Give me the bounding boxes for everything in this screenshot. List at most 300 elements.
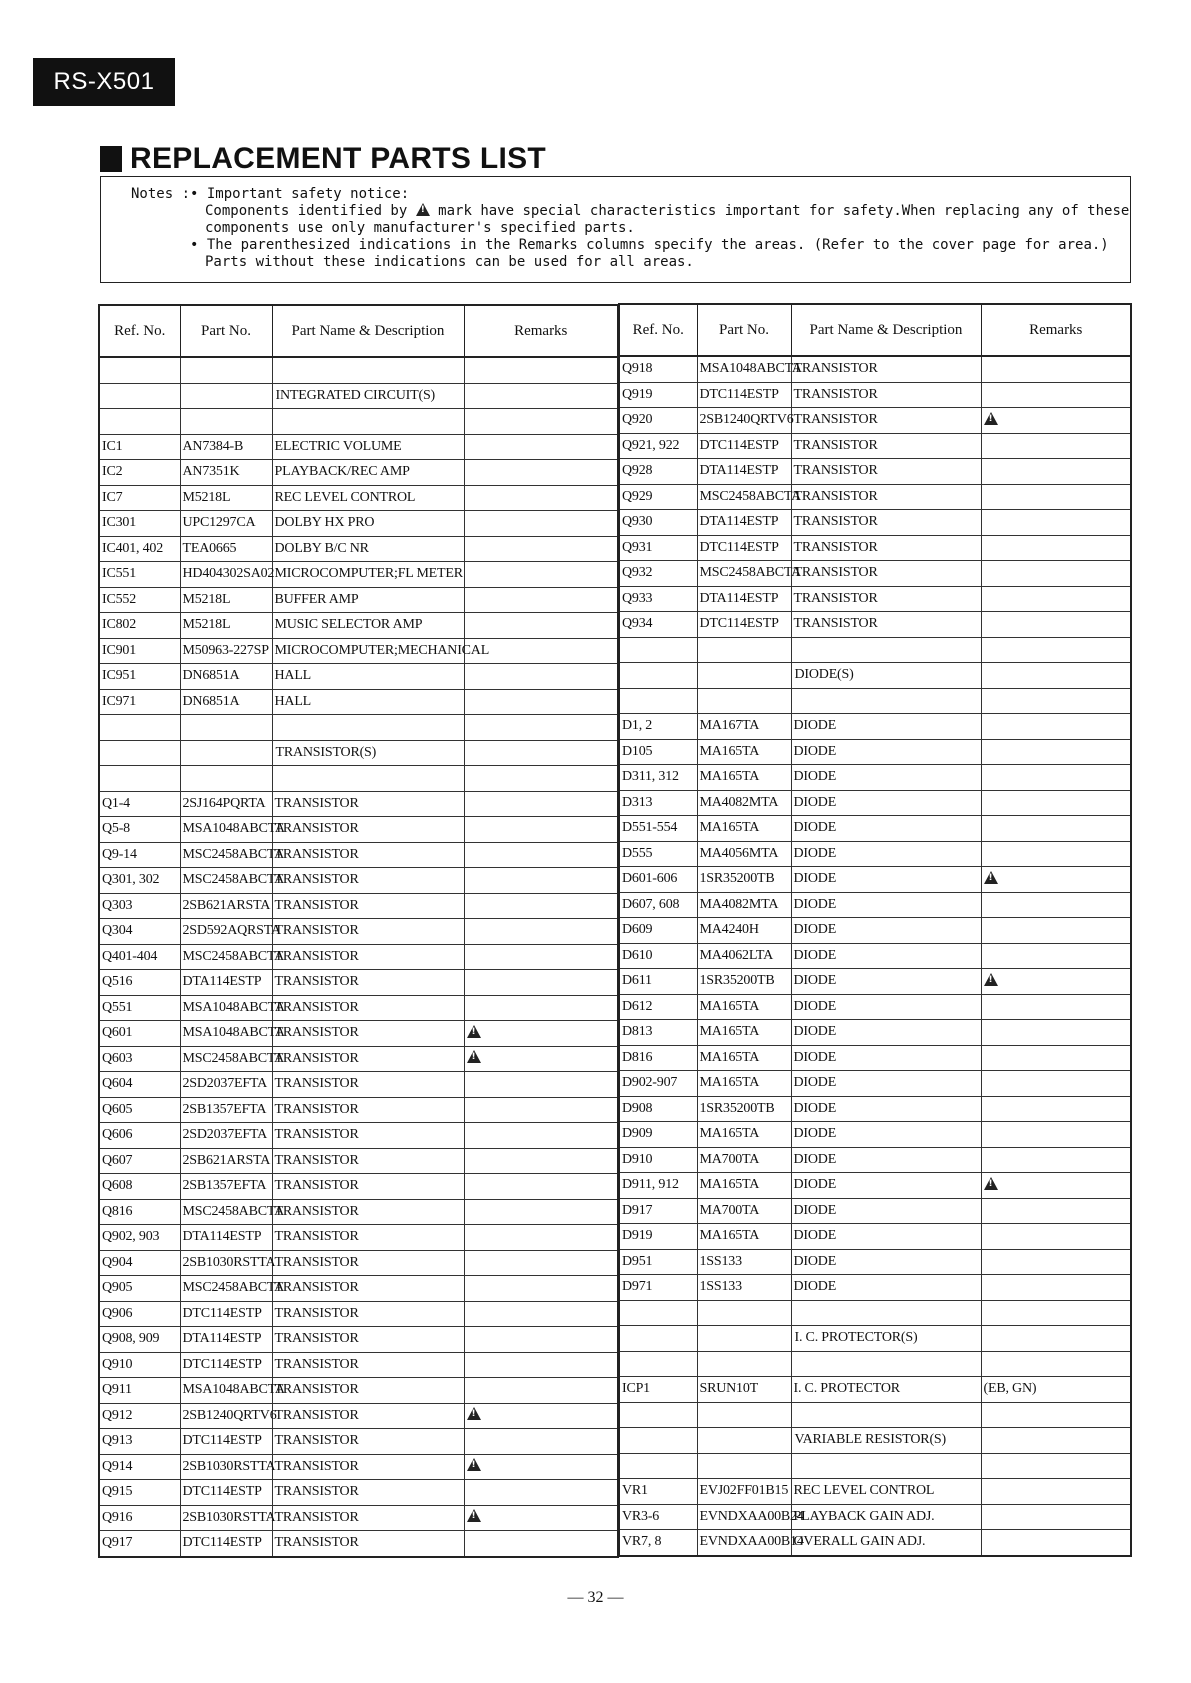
table-row — [99, 1327, 618, 1353]
parts-table-left — [98, 304, 619, 1558]
part-no-cell: HD404302SA02 — [180, 562, 272, 588]
part-no-cell: DTC114ESTP — [697, 382, 791, 408]
ref-no-cell: Q304 — [99, 919, 180, 945]
header-ref-no: Ref. No. — [619, 304, 697, 356]
part-name-cell: TRANSISTOR — [791, 561, 981, 587]
part-name-cell: DIODE — [791, 867, 981, 893]
part-no-cell: DTC114ESTP — [180, 1429, 272, 1455]
table-row — [619, 408, 1131, 434]
table-row — [99, 1225, 618, 1251]
remarks-cell — [464, 1097, 618, 1123]
part-name-cell: TRANSISTOR — [791, 459, 981, 485]
ref-no-cell: Q303 — [99, 893, 180, 919]
title-square-icon — [100, 146, 122, 172]
remarks-cell — [981, 1479, 1131, 1505]
remarks-cell — [981, 1122, 1131, 1148]
part-name-cell: TRANSISTOR — [272, 1480, 464, 1506]
part-no-cell: 2SB1030RSTTA — [180, 1250, 272, 1276]
part-name-cell: TRANSISTOR — [272, 1429, 464, 1455]
remarks-cell — [464, 1429, 618, 1455]
remarks-cell — [981, 841, 1131, 867]
part-name-cell: DIODE — [791, 1275, 981, 1301]
part-name-cell: TRANSISTOR — [272, 1097, 464, 1123]
part-no-cell: DTC114ESTP — [180, 1301, 272, 1327]
ref-no-cell: Q551 — [99, 995, 180, 1021]
table-row — [99, 1072, 618, 1098]
part-no-cell: DTC114ESTP — [180, 1352, 272, 1378]
table-row — [619, 1530, 1131, 1556]
page-title-text: REPLACEMENT PARTS LIST — [130, 142, 547, 175]
remarks-cell — [464, 485, 618, 511]
part-no-cell: 2SB621ARSTA — [180, 1148, 272, 1174]
remarks-cell — [981, 586, 1131, 612]
part-no-cell: EVJ02FF01B15 — [697, 1479, 791, 1505]
table-row — [99, 511, 618, 537]
notice-bullet-1-line-2 — [205, 203, 1129, 220]
ref-no-cell: Q934 — [619, 612, 697, 638]
part-no-cell: DN6851A — [180, 689, 272, 715]
part-no-cell: EVNDXAA00B24 — [697, 1504, 791, 1530]
table-row — [99, 434, 618, 460]
ref-no-cell: Q930 — [619, 510, 697, 536]
table-row — [99, 562, 618, 588]
table-row — [99, 613, 618, 639]
part-name-cell: DIODE — [791, 1045, 981, 1071]
table-row — [99, 944, 618, 970]
ref-no-cell: D917 — [619, 1198, 697, 1224]
table-row — [619, 382, 1131, 408]
ref-no-cell: IC971 — [99, 689, 180, 715]
part-name-cell: TRANSISTOR — [272, 1327, 464, 1353]
ref-no-cell: Q920 — [619, 408, 697, 434]
part-no-cell: MA165TA — [697, 1071, 791, 1097]
part-name-cell: DIODE — [791, 765, 981, 791]
remarks-cell — [981, 765, 1131, 791]
part-no-cell — [697, 1402, 791, 1428]
remarks-cell — [981, 1275, 1131, 1301]
remarks-cell — [464, 689, 618, 715]
table-row — [619, 1351, 1131, 1377]
ref-no-cell: Q9-14 — [99, 842, 180, 868]
part-no-cell: MA165TA — [697, 816, 791, 842]
part-no-cell: SRUN10T — [697, 1377, 791, 1403]
remarks-cell — [464, 1250, 618, 1276]
remarks-cell — [981, 1453, 1131, 1479]
part-no-cell: MA700TA — [697, 1198, 791, 1224]
remarks-cell — [981, 1300, 1131, 1326]
part-name-cell: TRANSISTOR — [272, 1199, 464, 1225]
part-no-cell — [697, 1428, 791, 1454]
table-row — [619, 790, 1131, 816]
ref-no-cell: IC1 — [99, 434, 180, 460]
remarks-cell — [464, 817, 618, 843]
part-name-cell: TRANSISTOR(S) — [272, 740, 464, 766]
ref-no-cell: D601-606 — [619, 867, 697, 893]
ref-no-cell: Q5-8 — [99, 817, 180, 843]
part-no-cell: 1SS133 — [697, 1249, 791, 1275]
ref-no-cell: Q913 — [99, 1429, 180, 1455]
part-no-cell: MSA1048ABCTA — [180, 817, 272, 843]
table-row — [99, 1480, 618, 1506]
remarks-cell — [464, 919, 618, 945]
part-name-cell: TRANSISTOR — [272, 1378, 464, 1404]
part-no-cell: MSC2458ABCTA — [180, 944, 272, 970]
part-no-cell: 2SB1030RSTTA — [180, 1505, 272, 1531]
part-no-cell: DTA114ESTP — [180, 1225, 272, 1251]
safety-warning-icon — [984, 973, 998, 986]
ref-no-cell: D555 — [619, 841, 697, 867]
part-name-cell: TRANSISTOR — [272, 791, 464, 817]
ref-no-cell: Q516 — [99, 970, 180, 996]
part-no-cell: DTA114ESTP — [180, 970, 272, 996]
remarks-cell — [981, 688, 1131, 714]
part-no-cell — [697, 688, 791, 714]
part-name-cell: DIODE — [791, 892, 981, 918]
remarks-cell — [981, 510, 1131, 536]
ref-no-cell — [619, 1428, 697, 1454]
table-row — [619, 1147, 1131, 1173]
table-row — [619, 1428, 1131, 1454]
ref-no-cell: VR1 — [619, 1479, 697, 1505]
remarks-cell — [981, 892, 1131, 918]
header-part-name: Part Name & Description — [272, 305, 464, 357]
part-name-cell: HALL — [272, 689, 464, 715]
part-name-cell: TRANSISTOR — [791, 535, 981, 561]
table-row — [619, 739, 1131, 765]
part-no-cell: 2SD2037EFTA — [180, 1123, 272, 1149]
remarks-cell — [464, 715, 618, 741]
part-no-cell — [697, 1300, 791, 1326]
table-row — [619, 918, 1131, 944]
ref-no-cell: Q929 — [619, 484, 697, 510]
remarks-cell: (EB, GN) — [981, 1377, 1131, 1403]
part-no-cell: MA700TA — [697, 1147, 791, 1173]
part-no-cell: MSC2458ABCTA — [180, 1046, 272, 1072]
header-remarks: Remarks — [464, 305, 618, 357]
part-no-cell — [697, 663, 791, 689]
table-row — [619, 816, 1131, 842]
ref-no-cell — [619, 1453, 697, 1479]
remarks-cell — [464, 766, 618, 792]
table-row — [99, 1174, 618, 1200]
table-row — [99, 766, 618, 792]
header-part-no: Part No. — [180, 305, 272, 357]
table-row — [619, 943, 1131, 969]
part-no-cell: M5218L — [180, 613, 272, 639]
table-row — [619, 892, 1131, 918]
part-no-cell — [180, 740, 272, 766]
part-no-cell: MSC2458ABCTA — [180, 1199, 272, 1225]
notice-bullet-2-line-1: • The parenthesized indications in the Remarks columns specify the areas. (Refer to the cover page for area.) — [190, 237, 1109, 253]
part-name-cell: TRANSISTOR — [272, 817, 464, 843]
part-no-cell: 2SB1030RSTTA — [180, 1454, 272, 1480]
part-no-cell: 2SB1240QRTV6 — [697, 408, 791, 434]
part-name-cell — [272, 766, 464, 792]
part-name-cell: REC LEVEL CONTROL — [791, 1479, 981, 1505]
table-row — [99, 842, 618, 868]
ref-no-cell: D607, 608 — [619, 892, 697, 918]
notice-bullet-1-title: • Important safety notice: — [190, 186, 410, 202]
table-row — [619, 1377, 1131, 1403]
remarks-cell — [464, 1276, 618, 1302]
part-no-cell — [697, 1326, 791, 1352]
remarks-cell — [464, 1352, 618, 1378]
part-no-cell: DTA114ESTP — [697, 459, 791, 485]
table-row — [99, 1403, 618, 1429]
ref-no-cell: D813 — [619, 1020, 697, 1046]
table-row — [619, 1300, 1131, 1326]
ref-no-cell: IC7 — [99, 485, 180, 511]
ref-no-cell: Q605 — [99, 1097, 180, 1123]
ref-no-cell: Q915 — [99, 1480, 180, 1506]
notice-bullet-2-line-2: Parts without these indications can be used for all areas. — [205, 254, 694, 270]
remarks-cell — [981, 382, 1131, 408]
part-name-cell: MICROCOMPUTER;MECHANICAL — [272, 638, 464, 664]
header-ref-no: Ref. No. — [99, 305, 180, 357]
ref-no-cell: Q910 — [99, 1352, 180, 1378]
part-no-cell: 2SB621ARSTA — [180, 893, 272, 919]
remarks-cell — [464, 740, 618, 766]
ref-no-cell: Q919 — [619, 382, 697, 408]
table-row — [99, 1199, 618, 1225]
table-row — [619, 1326, 1131, 1352]
part-no-cell: M50963-227SP — [180, 638, 272, 664]
ref-no-cell: D816 — [619, 1045, 697, 1071]
table-row — [99, 919, 618, 945]
table-row — [619, 688, 1131, 714]
ref-no-cell: Q914 — [99, 1454, 180, 1480]
remarks-cell — [464, 357, 618, 383]
part-no-cell: MA165TA — [697, 765, 791, 791]
part-name-cell: TRANSISTOR — [791, 356, 981, 382]
table-row — [619, 969, 1131, 995]
remarks-cell — [464, 1301, 618, 1327]
remarks-cell — [464, 587, 618, 613]
part-name-cell: DIODE — [791, 1249, 981, 1275]
part-name-cell: DIODE(S) — [791, 663, 981, 689]
part-name-cell: TRANSISTOR — [791, 510, 981, 536]
part-no-cell — [697, 1351, 791, 1377]
remarks-cell — [464, 842, 618, 868]
remarks-cell — [464, 1046, 618, 1072]
table-row — [99, 1250, 618, 1276]
table-row — [99, 1301, 618, 1327]
safety-warning-icon — [467, 1509, 481, 1522]
ref-no-cell: Q911 — [99, 1378, 180, 1404]
remarks-cell — [981, 1045, 1131, 1071]
ref-no-cell — [619, 688, 697, 714]
ref-no-cell: Q603 — [99, 1046, 180, 1072]
part-name-cell: TRANSISTOR — [272, 1276, 464, 1302]
ref-no-cell: Q607 — [99, 1148, 180, 1174]
table-row — [619, 663, 1131, 689]
ref-no-cell — [619, 637, 697, 663]
ref-no-cell — [99, 766, 180, 792]
remarks-cell — [981, 612, 1131, 638]
safety-warning-icon — [984, 412, 998, 425]
part-no-cell: 2SB1357EFTA — [180, 1174, 272, 1200]
part-name-cell: DIODE — [791, 1224, 981, 1250]
table-row — [619, 612, 1131, 638]
part-name-cell: DIODE — [791, 1173, 981, 1199]
part-name-cell: TRANSISTOR — [272, 1454, 464, 1480]
part-no-cell: 2SB1240QRTV6 — [180, 1403, 272, 1429]
remarks-cell — [464, 1505, 618, 1531]
remarks-cell — [981, 637, 1131, 663]
table-row — [619, 1173, 1131, 1199]
remarks-cell — [464, 536, 618, 562]
part-name-cell: DOLBY HX PRO — [272, 511, 464, 537]
part-no-cell: M5218L — [180, 587, 272, 613]
remarks-cell — [981, 1351, 1131, 1377]
part-name-cell — [272, 357, 464, 383]
ref-no-cell: Q918 — [619, 356, 697, 382]
ref-no-cell: Q908, 909 — [99, 1327, 180, 1353]
remarks-cell — [981, 969, 1131, 995]
ref-no-cell: Q904 — [99, 1250, 180, 1276]
page-number: — 32 — — [567, 1589, 624, 1606]
ref-no-cell: D611 — [619, 969, 697, 995]
table-row — [99, 970, 618, 996]
table-row — [99, 893, 618, 919]
ref-no-cell: D1, 2 — [619, 714, 697, 740]
ref-no-cell: Q816 — [99, 1199, 180, 1225]
table-row — [99, 1505, 618, 1531]
part-name-cell: TRANSISTOR — [272, 1021, 464, 1047]
model-label: RS-X501 — [33, 58, 175, 106]
part-no-cell: MA165TA — [697, 1020, 791, 1046]
part-name-cell: TRANSISTOR — [272, 842, 464, 868]
part-no-cell: MA165TA — [697, 1045, 791, 1071]
remarks-cell — [464, 409, 618, 435]
ref-no-cell: Q301, 302 — [99, 868, 180, 894]
table-row — [619, 1020, 1131, 1046]
ref-no-cell: Q912 — [99, 1403, 180, 1429]
remarks-cell — [464, 460, 618, 486]
ref-no-cell: Q917 — [99, 1531, 180, 1557]
table-row — [99, 1429, 618, 1455]
part-no-cell: DTC114ESTP — [180, 1480, 272, 1506]
part-no-cell: MSC2458ABCTA — [180, 868, 272, 894]
remarks-cell — [464, 1480, 618, 1506]
remarks-cell — [464, 868, 618, 894]
table-row — [619, 433, 1131, 459]
ref-no-cell: IC901 — [99, 638, 180, 664]
part-name-cell: DIODE — [791, 714, 981, 740]
part-no-cell: DN6851A — [180, 664, 272, 690]
table-row — [99, 715, 618, 741]
part-no-cell — [180, 357, 272, 383]
part-no-cell: MSC2458ABCTA — [180, 1276, 272, 1302]
table-row — [99, 409, 618, 435]
part-no-cell — [180, 383, 272, 409]
safety-notice-box — [100, 176, 1131, 283]
ref-no-cell: Q933 — [619, 586, 697, 612]
part-name-cell — [272, 715, 464, 741]
remarks-cell — [464, 1225, 618, 1251]
part-name-cell: DIODE — [791, 969, 981, 995]
remarks-cell — [464, 1327, 618, 1353]
table-row — [99, 868, 618, 894]
part-no-cell: MA165TA — [697, 1122, 791, 1148]
part-no-cell: DTA114ESTP — [697, 586, 791, 612]
part-name-cell: OVERALL GAIN ADJ. — [791, 1530, 981, 1556]
ref-no-cell: Q921, 922 — [619, 433, 697, 459]
part-name-cell — [791, 1402, 981, 1428]
ref-no-cell: D311, 312 — [619, 765, 697, 791]
part-no-cell: MSC2458ABCTA — [697, 484, 791, 510]
part-no-cell: DTC114ESTP — [697, 433, 791, 459]
remarks-cell — [981, 1020, 1131, 1046]
part-name-cell — [791, 688, 981, 714]
part-name-cell: DIODE — [791, 943, 981, 969]
remarks-cell — [981, 1198, 1131, 1224]
table-row — [99, 1531, 618, 1557]
table-row — [619, 1224, 1131, 1250]
remarks-cell — [464, 1021, 618, 1047]
table-row — [99, 1097, 618, 1123]
table-row — [619, 1275, 1131, 1301]
part-no-cell: MA4082MTA — [697, 790, 791, 816]
part-no-cell: MA4062LTA — [697, 943, 791, 969]
remarks-cell — [464, 562, 618, 588]
remarks-cell — [464, 995, 618, 1021]
part-no-cell: AN7384-B — [180, 434, 272, 460]
table-row — [99, 817, 618, 843]
table-row — [619, 586, 1131, 612]
remarks-cell — [981, 1504, 1131, 1530]
part-name-cell: TRANSISTOR — [791, 433, 981, 459]
remarks-cell — [464, 511, 618, 537]
ref-no-cell: IC2 — [99, 460, 180, 486]
safety-warning-icon — [467, 1407, 481, 1420]
part-no-cell: 1SR35200TB — [697, 1096, 791, 1122]
notice-text-pre: Components identified by — [205, 203, 408, 219]
part-no-cell: DTC114ESTP — [180, 1531, 272, 1557]
ref-no-cell: IC401, 402 — [99, 536, 180, 562]
ref-no-cell: Q601 — [99, 1021, 180, 1047]
remarks-cell — [981, 994, 1131, 1020]
table-row — [619, 1249, 1131, 1275]
table-row — [99, 664, 618, 690]
remarks-cell — [981, 459, 1131, 485]
part-no-cell: MA165TA — [697, 739, 791, 765]
ref-no-cell — [619, 1351, 697, 1377]
parts-table-right — [618, 303, 1132, 1557]
notes-label: Notes : — [131, 186, 191, 202]
table-row — [99, 740, 618, 766]
table-row — [99, 485, 618, 511]
ref-no-cell: D612 — [619, 994, 697, 1020]
part-no-cell: AN7351K — [180, 460, 272, 486]
part-name-cell: REC LEVEL CONTROL — [272, 485, 464, 511]
ref-no-cell: Q932 — [619, 561, 697, 587]
table-row — [99, 638, 618, 664]
table-row — [99, 460, 618, 486]
header-part-name: Part Name & Description — [791, 304, 981, 356]
ref-no-cell: Q1-4 — [99, 791, 180, 817]
ref-no-cell: VR3-6 — [619, 1504, 697, 1530]
ref-no-cell: Q606 — [99, 1123, 180, 1149]
part-no-cell: MA4082MTA — [697, 892, 791, 918]
ref-no-cell — [99, 740, 180, 766]
part-no-cell: 2SD592AQRSTA — [180, 919, 272, 945]
remarks-cell — [981, 790, 1131, 816]
part-name-cell: TRANSISTOR — [272, 868, 464, 894]
ref-no-cell: Q916 — [99, 1505, 180, 1531]
ref-no-cell: D609 — [619, 918, 697, 944]
table-row — [619, 535, 1131, 561]
